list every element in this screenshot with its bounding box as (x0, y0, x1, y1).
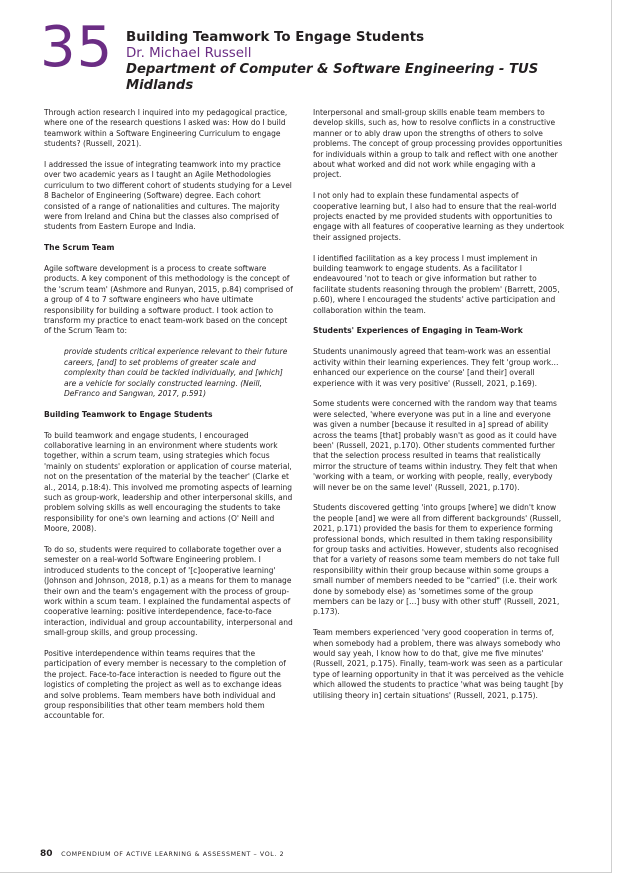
article-title: Building Teamwork To Engage Students (126, 30, 425, 45)
section-heading: The Scrum Team (44, 243, 115, 253)
paragraph: To do so, students were required to collaborate together over a semester on a real-world Software Engineering problem. I introduced students to the concept of '[c]ooperative learning' (Johnson and Johnson, 2018, p.1) as a means for them to manage their own and the team's engagement with the process of group-work within a scum team. I explained the fundamental aspects of cooperative learning: positive interdependence, face-to-face interaction, individual and group accountability, interpersonal and small-group skills, and group processing. (44, 544, 293, 638)
chapter-number: 35 (40, 15, 114, 80)
paragraph: Through action research I inquired into my pedagogical practice, where one of the research questions I asked was: How do I build teamwork within a Software Engineering Curriculum to engage students? (Russell, 2021). (44, 108, 288, 149)
paragraph: I addressed the issue of integrating teamwork into my practice over two academic years as I taught an Agile Methodologies curriculum to two different cohort of students studying for a Level 8 Bachelor of Engineering (Software) degree. Each cohort consisted of a range of nationalities and cultures. The majority were from Ireland and China but the classes also comprised of students from Eastern Europe and India. (44, 160, 292, 232)
paragraph: I identified facilitation as a key process I must implement in building teamwork to engage students. As a facilitator I endeavoured 'not to teach or give information but rather to facilitate students reasoning through the problem' (Barrett, 2005, p.60), where I encouraged the students' active participation and collaboration within the team. (313, 253, 560, 315)
right-column (313, 108, 565, 711)
block-quote: provide students critical experience relevant to their future careers, [and] to set problems of greater scale and complexity than could be tackled individually, and [which] are a vehicle for socially constructed learning. (Neill, DeFranco and Sangwan, 2017, p.591) (64, 347, 288, 398)
left-column (44, 108, 296, 732)
article-author: Dr. Michael Russell (126, 46, 252, 61)
paragraph: Interpersonal and small-group skills enable team members to develop skills, such as, how to resolve conflicts in a constructive manner or to ably draw upon the strengths of others to solve problems. The concept of group processing provides opportunities for individuals within a group to talk and reflect with one another about what worked and did not work while engaging with a project. (313, 108, 563, 180)
page-number: 80 (40, 849, 53, 859)
paragraph: Agile software development is a process to create software products. A key component of this methodology is the concept of the 'scrum team' (Ashmore and Runyan, 2015, p.84) comprised of a group of 4 to 7 software engineers who have ultimate responsibility for building a software product. I took action to transform my practice to enact team-work based on the concept of the Scrum Team to: (44, 264, 293, 336)
paragraph: Some students were concerned with the random way that teams were selected, 'where everyone was put in a line and everyone was given a number [because it resulted in a] spread of ability across the teams [that] probably wasn't as good as it could have been' (Russell, 2021, p.170). Other students commented further that the selection process resulted in teams that realistically mirror the structure of teams within industry. They felt that when 'working with a team, or working with people, really, everybody will never be on the same level' (Russell, 2021, p.170). (313, 399, 558, 492)
paragraph: Students discovered getting 'into groups [where] we didn't know the people [and] we were all from different backgrounds' (Russell, 2021, p.171) provided the basis for them to experience forming professional bonds, which resulted in them taking responsibility for group tasks and activities. However, students also recognised that for a variety of reasons some team members do not take full responsibility within their group because within some groups a small number of members needed to be "carried" (i.e. their work done by somebody else) as 'sometimes some of the group members can be lazy or […] busy with other stuff' (Russell, 2021, p.173). (313, 503, 562, 617)
section-heading: Students' Experiences of Engaging in Team-Work (313, 326, 523, 336)
paragraph: I not only had to explain these fundamental aspects of cooperative learning but, I also had to ensure that the real-world projects enacted by me provided students with opportunities to engage with all features of cooperative learning as they undertook their assigned projects. (313, 191, 565, 242)
author-department: Department of Computer & Software Engineering - TUS Midlands (126, 62, 539, 93)
paragraph: Students unanimously agreed that team-work was an essential activity within their learning experiences. They felt 'group work… enhanced our experience on the course' [and their] overall experience with it was very positive' (Russell, 2021, p.169). (313, 347, 559, 388)
paragraph: To build teamwork and engage students, I encouraged collaborative learning in an environment where students work together, within a scrum team, using strategies which focus 'mainly on students' exploration or application of course material, not on the presentation of the material by the teacher' (Clarke et al., 2014, p.18:4). This involved me promoting aspects of learning such as group-work, leadership and other interpersonal skills, and problem solving skills as well encouraging the students to take responsibility for one's own learning and actions (O' Neill and Moore, 2008). (44, 430, 293, 534)
paragraph: Positive interdependence within teams requires that the participation of every member is necessary to the completion of the project. Face-to-face interaction is needed to figure out the logistics of completing the project as well as to exchange ideas and solve problems. Team members have both individual and group responsibilities that other team members hold them accountable for. (44, 649, 286, 721)
publication-title: COMPENDIUM OF ACTIVE LEARNING & ASSESSMENT – VOL. 2 (61, 851, 285, 858)
section-heading: Building Teamwork to Engage Students (44, 409, 213, 419)
page-footer (40, 849, 284, 860)
paragraph: Team members experienced 'very good cooperation in terms of, when somebody had a problem, there was always somebody who would say yeah, I know how to do that, give me five minutes' (Russell, 2021, p.175). Finally, team-work was seen as a particular type of learning opportunity in that it was perceived as the vehicle which allowed the students to practice 'what was being taught [by utilising theory in] certain situations' (Russell, 2021, p.175). (313, 628, 564, 700)
article-header (126, 30, 606, 94)
